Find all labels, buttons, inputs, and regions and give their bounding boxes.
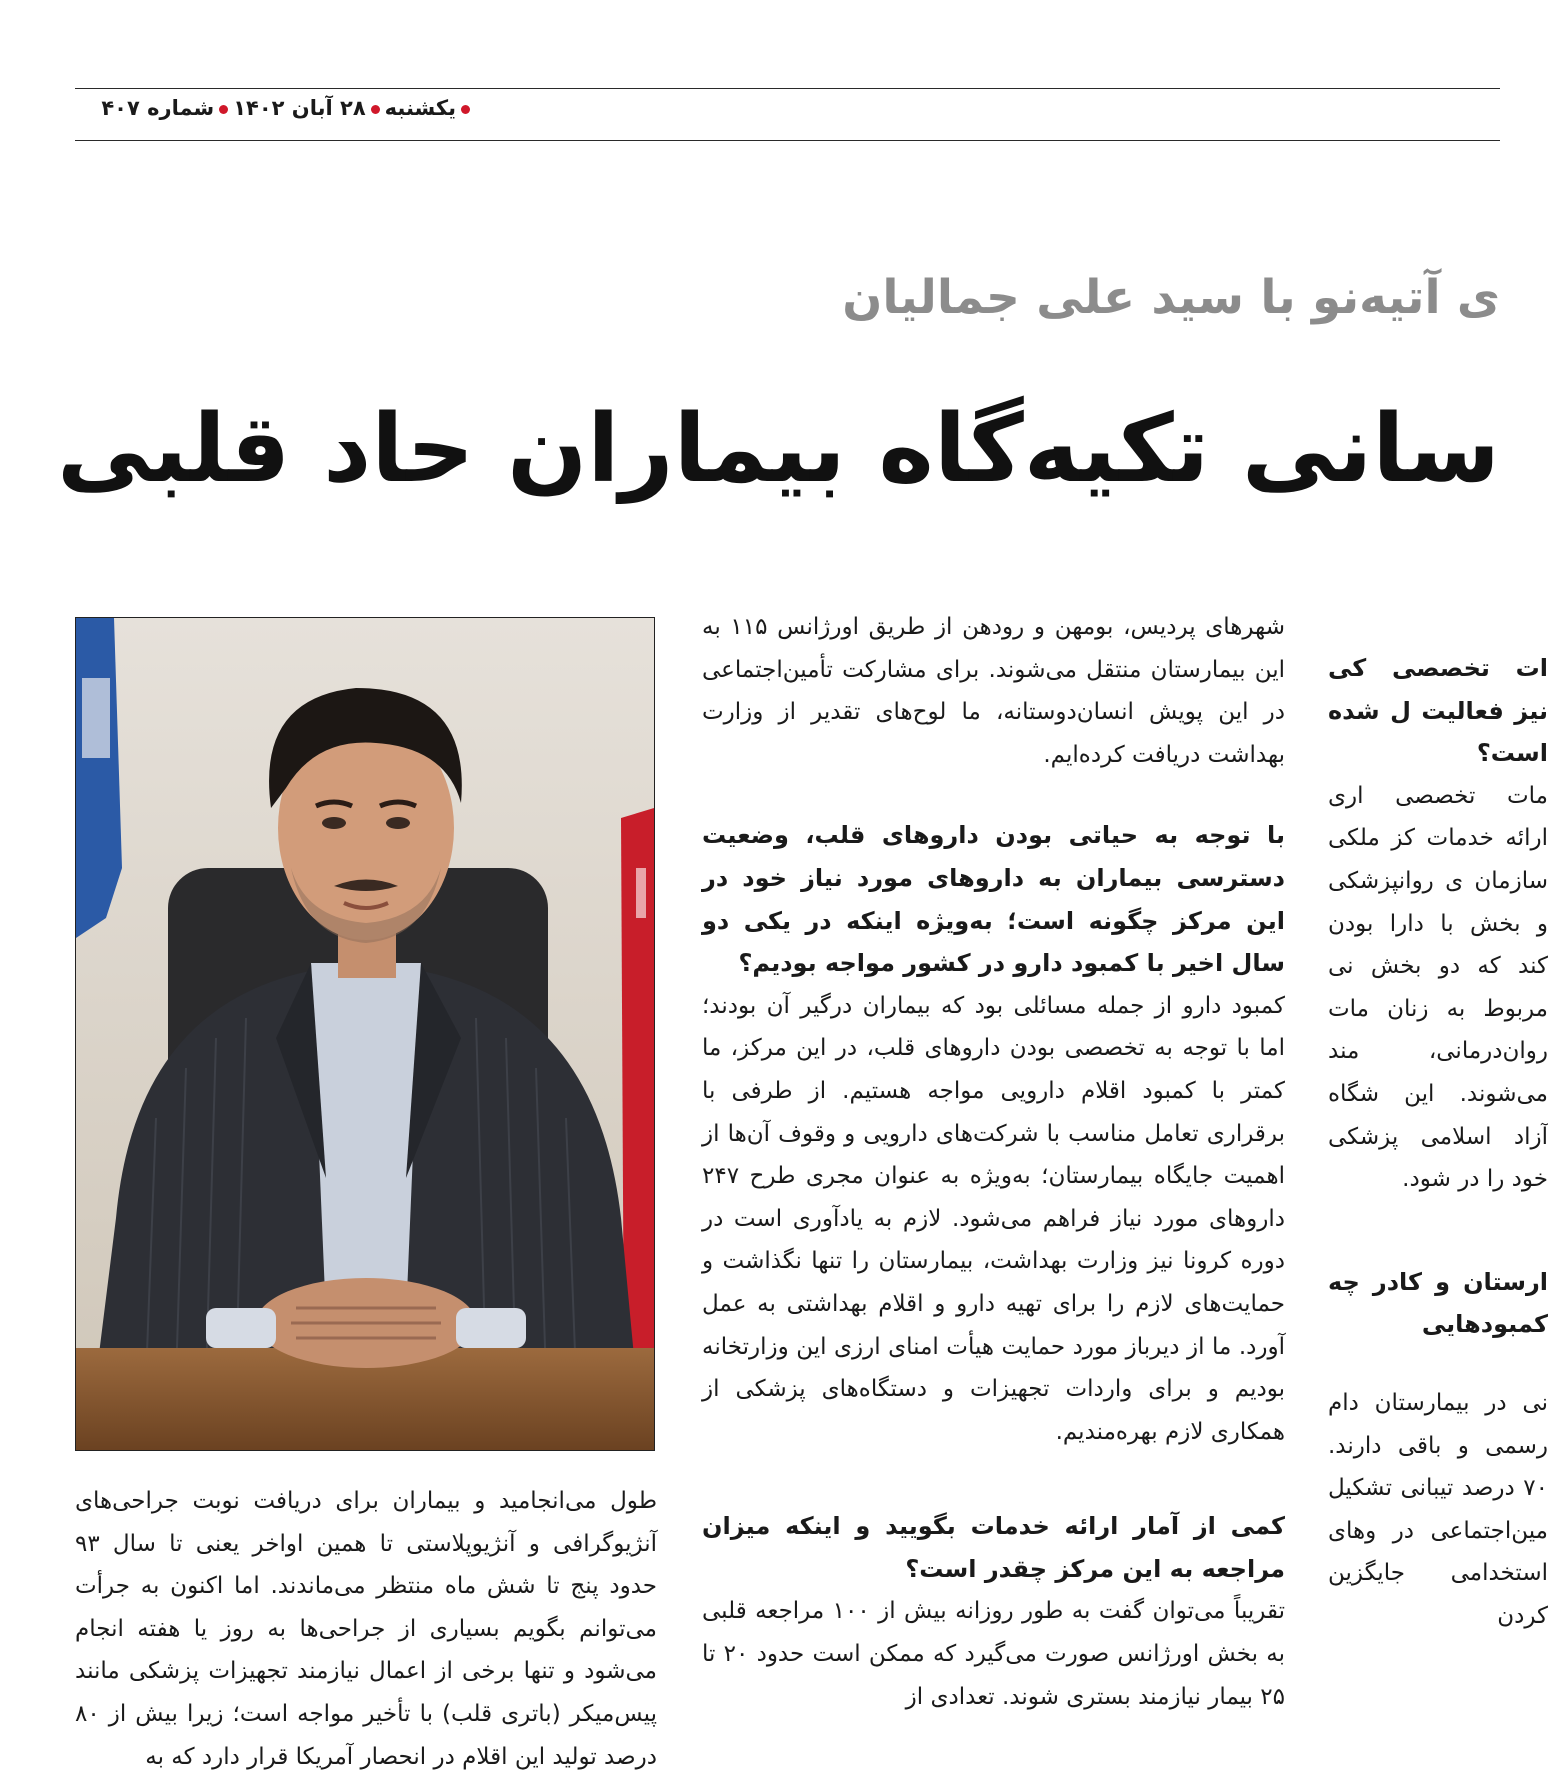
paragraph: کمبود دارو از جمله مسائلی بود که بیماران درگیر آن بودند؛ اما با توجه به تخصصی بودن داروهای قلب، در این مرکز، ما کمتر با کمبود اقلام دارویی مواجه هستیم. از طرفی با برقراری تعامل مناسب با شرکت‌های دارویی و وقوف آن‌ها از اهمیت جایگاه بیمارستان؛ به‌ویژه به عنوان مجری طرح ۲۴۷ داروهای مورد نیاز فراهم می‌شود. لازم به یادآوری است در دوره کرونا نیز وزارت بهداشت، بیمارستان را تنها نگذاشت و حمایت‌های لازم را برای تهیه دارو و اقلام بهداشتی به عمل آورد. ما از دیرباز مورد حمایت هیأت امنای ارزی این وزارتخانه بودیم و برای واردات تجهیزات و دستگاه‌های پزشکی از همکاری لازم بهره‌مندیم. <box>702 992 1285 1445</box>
right-column <box>1328 647 1548 1637</box>
interview-question: ات تخصصی کی نیز فعالیت ل شده است؟ <box>1328 654 1548 768</box>
header-bottom-rule <box>75 140 1500 141</box>
paragraph: مات تخصصی اری ارائه خدمات کز ملکی سازمان ی روانپزشکی و بخش با دارا بودن کند که دو بخش نی مربوط به زنان مات روان‌درمانی، مند می‌شوند. این شگاه آزاد اسلامی پزشکی خود را در شود. <box>1328 782 1548 1193</box>
portrait-image <box>76 618 654 1450</box>
interview-question: با توجه به حیاتی بودن داروهای قلب، وضعیت دسترسی بیماران به داروهای مورد نیاز خود در این مرکز چگونه است؛ به‌ویژه اینکه در یکی دو سال اخیر با کمبود دارو در کشور مواجه بودیم؟ <box>702 821 1285 978</box>
top-rule <box>75 88 1500 89</box>
header-day: یکشنبه <box>384 96 456 120</box>
header-issue-number: شماره ۴۰۷ <box>101 96 215 120</box>
interviewee-photo <box>75 617 655 1451</box>
bullet-icon <box>371 105 380 114</box>
interview-question: ارستان و کادر چه کمبودهایی <box>1328 1267 1548 1339</box>
article-kicker: ی آتیه‌نو با سید علی جمالیان <box>842 270 1500 325</box>
paragraph: تقریباً می‌توان گفت به طور روزانه بیش از ۱۰۰ مراجعه قلبی به بخش اورژانس صورت می‌گیرد که ممکن است حدود ۲۰ تا ۲۵ بیمار نیازمند بستری شوند. تعدادی از <box>702 1598 1286 1710</box>
issue-header <box>75 96 475 120</box>
paragraph: شهرهای پردیس، بومهن و رودهن از طریق اورژانس ۱۱۵ به این بیمارستان منتقل می‌شوند. برای مشارکت تأمین‌اجتماعی در این پویش انسان‌دوستانه، ما لوح‌های تقدیر از وزارت بهداشت دریافت کرده‌ایم. <box>702 614 1285 768</box>
bullet-icon <box>461 105 470 114</box>
paragraph: طول می‌انجامید و بیماران برای دریافت نوبت جراحی‌های آنژیوگرافی و آنژیوپلاستی تا همین اواخر یعنی تا سال ۹۳ حدود پنج تا شش ماه منتظر می‌ماندند. اما اکنون به جرأت می‌توانم بگویم بسیاری از جراحی‌ها به روز یا هفته انجام می‌شود و تنها برخی از اعمال نیازمند تجهیزات پزشکی مانند پیس‌میکر (باتری قلب) با تأخیر مواجه است؛ زیرا بیش از ۸۰ درصد تولید این اقلام در انحصار آمریکا قرار دارد که به <box>75 1488 657 1770</box>
header-date: ۲۸ آبان ۱۴۰۲ <box>233 96 366 120</box>
left-column <box>75 1480 657 1778</box>
bullet-icon <box>219 105 228 114</box>
middle-column <box>702 606 1285 1718</box>
article-headline: سانی تکیه‌گاه بیماران حاد قلبی <box>56 395 1500 504</box>
paragraph: نی در بیمارستان دام رسمی و باقی دارند. ۷۰ درصد تیبانی تشکیل مین‌اجتماعی در وهای استخدامی جایگزین کردن <box>1328 1389 1548 1629</box>
interview-question: کمی از آمار ارائه خدمات بگویید و اینکه میزان مراجعه به این مرکز چقدر است؟ <box>702 1512 1285 1583</box>
